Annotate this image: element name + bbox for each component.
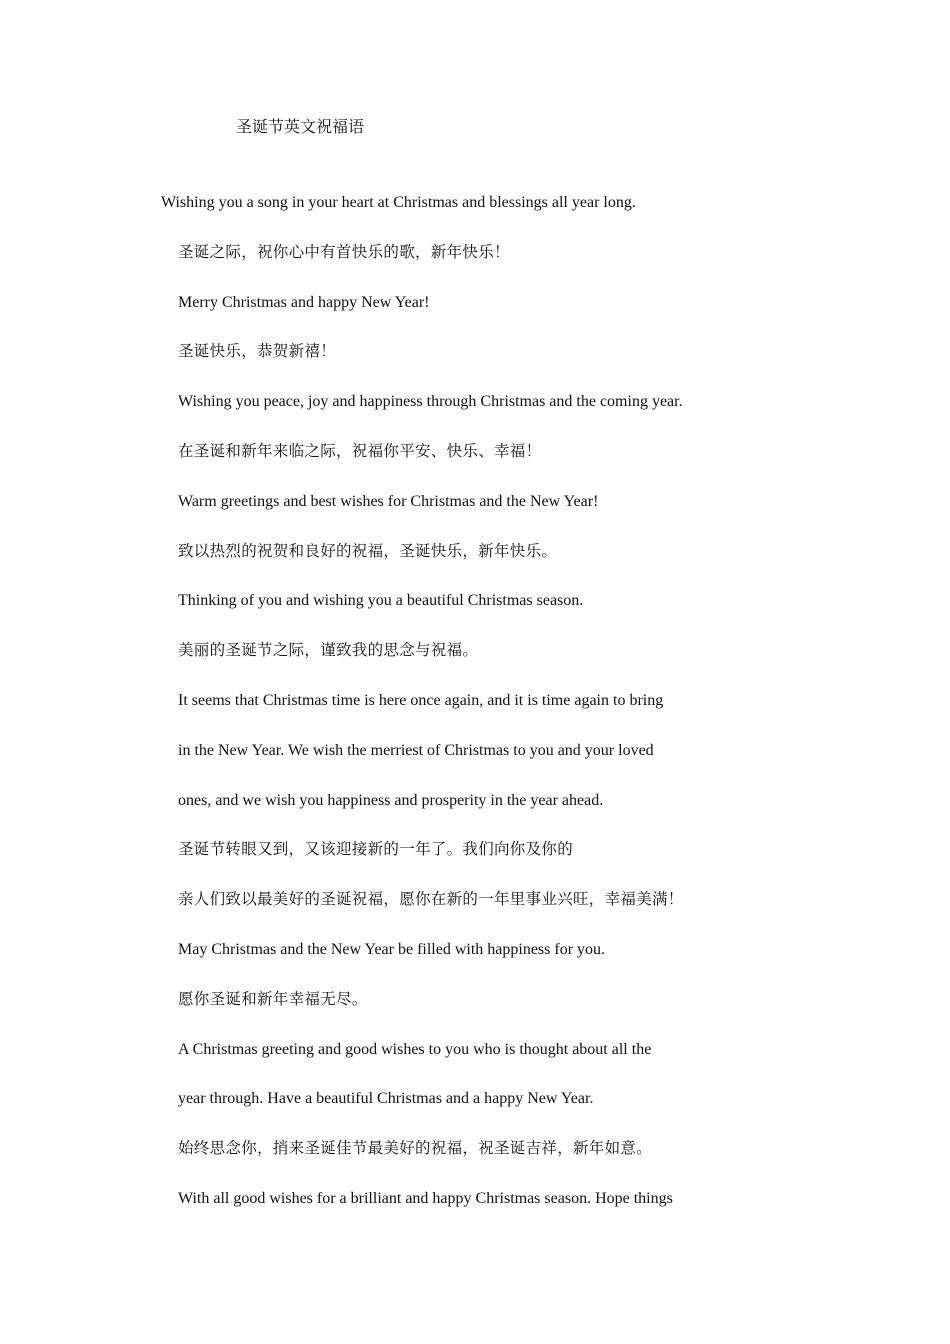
text-line-chinese: 圣诞快乐，恭贺新禧！: [178, 343, 337, 361]
text-line-english: It seems that Christmas time is here once again, and it is time again to bring: [178, 691, 664, 709]
text-line-english: A Christmas greeting and good wishes to you who is thought about all the: [178, 1040, 652, 1058]
text-line-chinese: 圣诞之际，祝你心中有首快乐的歌，新年快乐！: [178, 243, 510, 261]
text-line-chinese: 亲人们致以最美好的圣诞祝福，愿你在新的一年里事业兴旺，幸福美满！: [178, 891, 684, 909]
text-line-english: Thinking of you and wishing you a beautiful Christmas season.: [178, 592, 584, 610]
text-line-english: ones, and we wish you happiness and prosperity in the year ahead.: [178, 791, 604, 809]
text-line-english: Merry Christmas and happy New Year!: [178, 293, 430, 311]
text-line-chinese: 始终思念你，捎来圣诞佳节最美好的祝福，祝圣诞吉祥，新年如意。: [178, 1140, 653, 1158]
text-line-english: year through. Have a beautiful Christmas and a happy New Year.: [178, 1090, 594, 1108]
text-line-chinese: 愿你圣诞和新年幸福无尽。: [178, 990, 368, 1008]
document-body: [0, 191, 950, 1237]
text-line-chinese: 在圣诞和新年来临之际，祝福你平安、快乐、幸福！: [178, 442, 542, 460]
text-line-chinese: 致以热烈的祝贺和良好的祝福，圣诞快乐，新年快乐。: [178, 542, 558, 560]
text-line-english: May Christmas and the New Year be filled with happiness for you.: [178, 940, 606, 958]
text-line-english: Warm greetings and best wishes for Christmas and the New Year!: [178, 492, 599, 510]
document-title: 圣诞节英文祝福语: [236, 119, 365, 136]
text-line-english: With all good wishes for a brilliant and happy Christmas season. Hope things: [178, 1189, 673, 1207]
text-line-english: in the New Year. We wish the merriest of Christmas to you and your loved: [178, 741, 654, 759]
text-line-english: Wishing you peace, joy and happiness through Christmas and the coming year.: [178, 393, 683, 411]
text-line-english: Wishing you a song in your heart at Christmas and blessings all year long.: [161, 194, 636, 211]
text-line-chinese: 美丽的圣诞节之际，谨致我的思念与祝福。: [178, 642, 479, 660]
text-line-chinese: 圣诞节转眼又到，又该迎接新的一年了。我们向你及你的: [178, 841, 574, 859]
